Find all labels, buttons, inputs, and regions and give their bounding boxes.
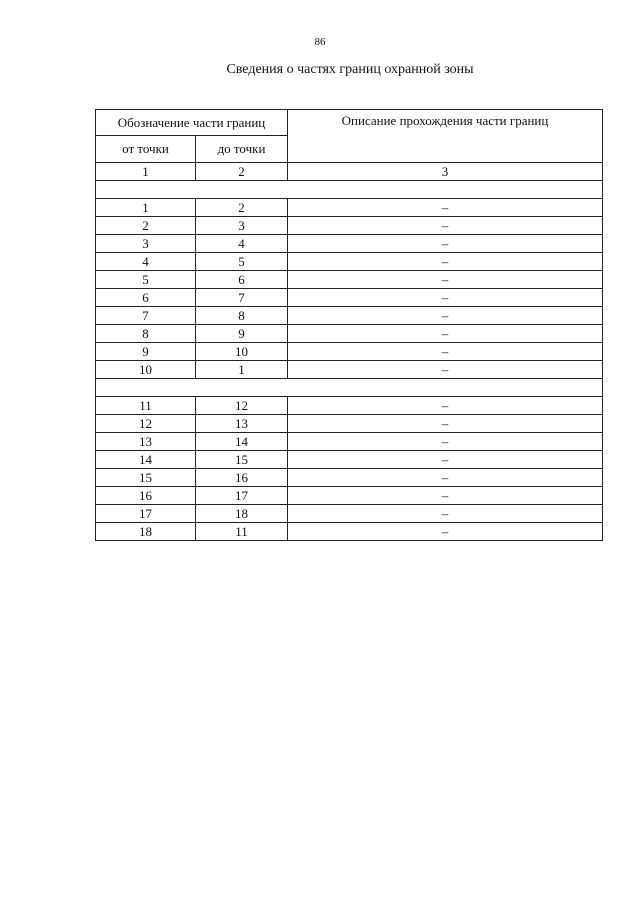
to-point-cell: 14 [196, 433, 288, 451]
description-cell: – [288, 415, 603, 433]
description-cell: – [288, 217, 603, 235]
description-cell: – [288, 271, 603, 289]
description-cell: – [288, 289, 603, 307]
to-point-cell: 4 [196, 235, 288, 253]
table-row [96, 307, 603, 325]
from-point-cell: 6 [96, 289, 196, 307]
table-row [96, 487, 603, 505]
from-point-cell: 5 [96, 271, 196, 289]
table-row [96, 217, 603, 235]
to-point-cell: 12 [196, 397, 288, 415]
to-point-cell: 10 [196, 343, 288, 361]
table-row [96, 451, 603, 469]
table-row [96, 235, 603, 253]
from-point-cell: 12 [96, 415, 196, 433]
header-boundary-description: Описание прохождения части границ [288, 110, 603, 163]
description-cell: – [288, 307, 603, 325]
to-point-cell: 6 [196, 271, 288, 289]
from-point-cell: 14 [96, 451, 196, 469]
to-point-cell: 3 [196, 217, 288, 235]
column-number-row [96, 163, 603, 181]
table-row [96, 397, 603, 415]
table-body [96, 163, 603, 541]
from-point-cell: 11 [96, 397, 196, 415]
header-boundary-designation: Обозначение части границ [96, 110, 288, 136]
description-cell: – [288, 451, 603, 469]
table-header [96, 110, 603, 163]
column-number: 2 [196, 163, 288, 181]
from-point-cell: 18 [96, 523, 196, 541]
to-point-cell: 18 [196, 505, 288, 523]
description-cell: – [288, 343, 603, 361]
section-separator-row [96, 379, 603, 397]
table-row [96, 253, 603, 271]
to-point-cell: 8 [196, 307, 288, 325]
table-row [96, 199, 603, 217]
to-point-cell: 7 [196, 289, 288, 307]
header-to-point: до точки [196, 136, 288, 163]
description-cell: – [288, 487, 603, 505]
from-point-cell: 13 [96, 433, 196, 451]
to-point-cell: 11 [196, 523, 288, 541]
table-row [96, 469, 603, 487]
table-row [96, 415, 603, 433]
table-row [96, 343, 603, 361]
table-row [96, 433, 603, 451]
from-point-cell: 15 [96, 469, 196, 487]
description-cell: – [288, 361, 603, 379]
description-cell: – [288, 523, 603, 541]
from-point-cell: 8 [96, 325, 196, 343]
from-point-cell: 10 [96, 361, 196, 379]
description-cell: – [288, 433, 603, 451]
from-point-cell: 16 [96, 487, 196, 505]
from-point-cell: 9 [96, 343, 196, 361]
to-point-cell: 15 [196, 451, 288, 469]
section-separator-row [96, 181, 603, 199]
from-point-cell: 3 [96, 235, 196, 253]
table-row [96, 523, 603, 541]
description-cell: – [288, 253, 603, 271]
table-row [96, 361, 603, 379]
boundary-parts-table [95, 109, 603, 541]
description-cell: – [288, 469, 603, 487]
table-row [96, 325, 603, 343]
table-row [96, 289, 603, 307]
description-cell: – [288, 505, 603, 523]
to-point-cell: 1 [196, 361, 288, 379]
to-point-cell: 16 [196, 469, 288, 487]
header-from-point: от точки [96, 136, 196, 163]
page-number: 86 [314, 36, 326, 48]
document-title: Сведения о частях границ охранной зоны [226, 62, 474, 77]
from-point-cell: 2 [96, 217, 196, 235]
to-point-cell: 5 [196, 253, 288, 271]
from-point-cell: 4 [96, 253, 196, 271]
column-number: 3 [288, 163, 603, 181]
column-number: 1 [96, 163, 196, 181]
from-point-cell: 1 [96, 199, 196, 217]
from-point-cell: 7 [96, 307, 196, 325]
table-row [96, 505, 603, 523]
from-point-cell: 17 [96, 505, 196, 523]
description-cell: – [288, 199, 603, 217]
to-point-cell: 2 [196, 199, 288, 217]
table-row [96, 271, 603, 289]
description-cell: – [288, 325, 603, 343]
description-cell: – [288, 397, 603, 415]
to-point-cell: 17 [196, 487, 288, 505]
to-point-cell: 9 [196, 325, 288, 343]
to-point-cell: 13 [196, 415, 288, 433]
description-cell: – [288, 235, 603, 253]
